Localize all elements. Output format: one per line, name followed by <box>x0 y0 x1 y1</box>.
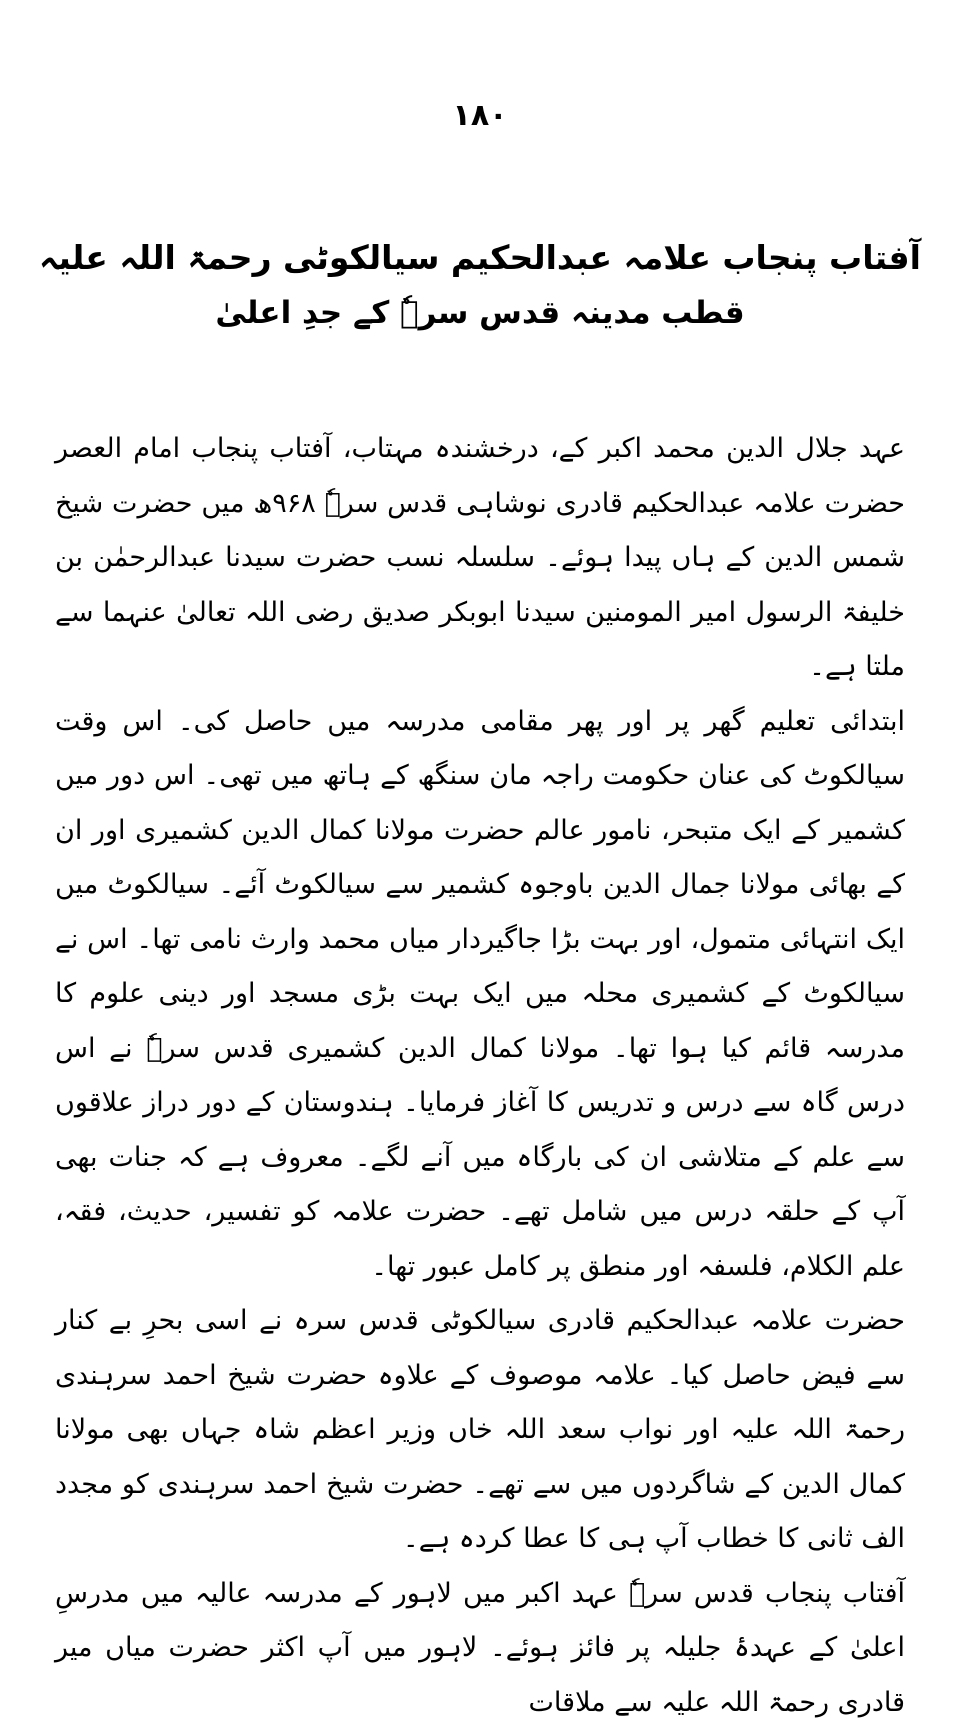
heading-line-1: آفتاب پنجاب علامہ عبدالحکیم سیالکوٹی رحمۃ اللہ علیہ <box>0 230 960 286</box>
paragraph-1: عہد جلال الدین محمد اکبر کے، درخشندہ مہتاب، آفتاب پنجاب امام العصر حضرت علامہ عبدالحکیم قادری نوشاہی قدس سرہٗ ۹۶۸ھ میں حضرت شیخ شمس الدین کے ہاں پیدا ہوئے۔ سلسلہ نسب حضرت سیدنا عبدالرحمٰن بن خلیفۃ الرسول امیر المومنین سیدنا ابوبکر صدیق رضی اللہ تعالیٰ عنہما سے ملتا ہے۔ <box>55 422 905 695</box>
paragraph-4: آفتاب پنجاب قدس سرہٗ عہد اکبر میں لاہور کے مدرسہ عالیہ میں مدرسِ اعلیٰ کے عہدۂ جلیلہ پر فائز ہوئے۔ لاہور میں آپ اکثر حضرت میاں میر قادری رحمۃ اللہ علیہ سے ملاقات <box>55 1567 905 1730</box>
chapter-heading <box>0 230 960 340</box>
paragraph-3: حضرت علامہ عبدالحکیم قادری سیالکوٹی قدس سرہ نے اسی بحرِ بے کنار سے فیض حاصل کیا۔ علامہ موصوف کے علاوہ حضرت شیخ احمد سرہندی رحمۃ اللہ علیہ اور نواب سعد اللہ خاں وزیر اعظم شاہ جہاں بھی مولانا کمال الدین کے شاگردوں میں سے تھے۔ حضرت شیخ احمد سرہندی کو مجدد الف ثانی کا خطاب آپ ہی کا عطا کردہ ہے۔ <box>55 1294 905 1567</box>
body-text <box>55 422 905 1730</box>
page-number: ۱۸۰ <box>0 98 960 133</box>
heading-line-2: قطب مدینہ قدس سرہٗ کے جدِ اعلیٰ <box>0 286 960 340</box>
paragraph-2: ابتدائی تعلیم گھر پر اور پھر مقامی مدرسہ میں حاصل کی۔ اس وقت سیالکوٹ کی عنان حکومت راجہ مان سنگھ کے ہاتھ میں تھی۔ اس دور میں کشمیر کے ایک متبحر، نامور عالم حضرت مولانا کمال الدین کشمیری اور ان کے بھائی مولانا جمال الدین باوجوہ کشمیر سے سیالکوٹ آئے۔ سیالکوٹ میں ایک انتہائی متمول، اور بہت بڑا جاگیردار میاں محمد وارث نامی تھا۔ اس نے سیالکوٹ کے کشمیری محلہ میں ایک بہت بڑی مسجد اور دینی علوم کا مدرسہ قائم کیا ہوا تھا۔ مولانا کمال الدین کشمیری قدس سرہٗ نے اس درس گاہ سے درس و تدریس کا آغاز فرمایا۔ ہندوستان کے دور دراز علاقوں سے علم کے متلاشی ان کی بارگاہ میں آنے لگے۔ معروف ہے کہ جنات بھی آپ کے حلقہ درس میں شامل تھے۔ حضرت علامہ کو تفسیر، حدیث، فقہ، علم الکلام، فلسفہ اور منطق پر کامل عبور تھا۔ <box>55 695 905 1295</box>
